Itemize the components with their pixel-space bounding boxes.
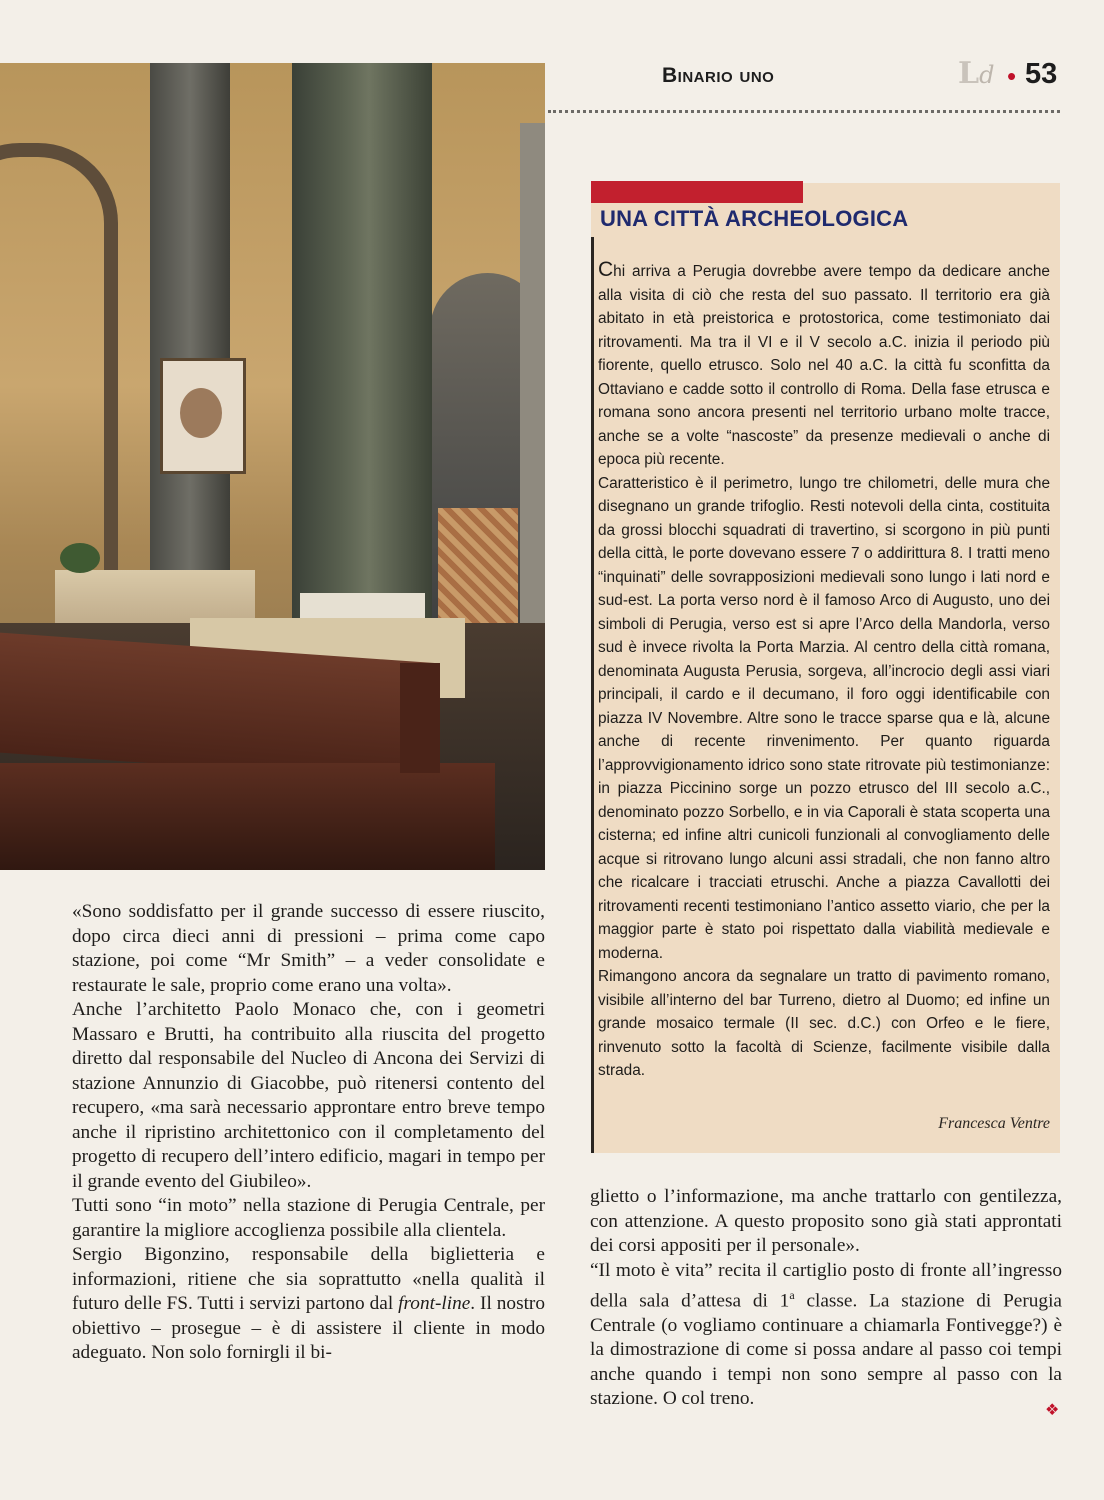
logo-letter: L (958, 56, 980, 91)
body-paragraph: glietto o l’informazione, ma anche trattarlo con gentilezza, con attenzione. A questo proposito sono già stati approntati dei corsi appositi per il personale». (590, 1186, 1062, 1256)
sidebar-paragraph (598, 258, 1050, 472)
left-column (72, 900, 545, 1366)
header-dotted-rule (548, 110, 1060, 113)
italic-term: front-line (398, 1293, 471, 1314)
text-run: classe. La stazione di Perugia Centrale (o vogliamo continuare a chiamarla Fontivegge?) è la dimostrazione di come si possa andare al passo coi tempi anche quando i tempi non sono sempre al passo con la stazione. O col treno. (590, 1290, 1062, 1410)
section-title: Binario uno (662, 64, 775, 87)
text-run: Sergio Bigonzino, responsabile della biglietteria e informazioni, ritiene che sia soprattutto «nella qualità il futuro delle FS. Tutti i servizi partono dal (72, 1244, 545, 1314)
right-column (590, 1185, 1062, 1412)
sidebar-vertical-rule (591, 237, 594, 1153)
body-paragraph (590, 1259, 1062, 1412)
drop-cap: C (598, 258, 614, 281)
page-number: 53 (1025, 58, 1058, 90)
text-run: . Il nostro obiettivo – prosegue – è di assistere il cliente in modo adeguato. Non solo fornirgli il bi- (72, 1293, 545, 1363)
superscript: a (789, 1288, 795, 1302)
station-interior-photo (0, 63, 545, 870)
sidebar-accent-bar (591, 181, 803, 203)
body-paragraph: «Sono soddisfatto per il grande successo di essere riuscito, dopo circa dieci anni di pressioni – prima come capo stazione, poi come “Mr Smith” – a veder consolidate e restaurate le sale, proprio come erano una volta». (72, 901, 545, 996)
magazine-logo (958, 56, 994, 91)
end-mark-icon: ❖ (1045, 1400, 1060, 1419)
sidebar-title: UNA CITTÀ ARCHEOLOGICA (600, 206, 909, 231)
sidebar-paragraph: Rimangono ancora da segnalare un tratto di pavimento romano, visibile all’interno del bar Turreno, dietro al Duomo; ed infine un grande mosaico termale (II sec. d.C.) con Orfeo e le fiere, rinvenuto sotto la facoltà di Scienze, facilmente visibile dalla strada. (598, 968, 1050, 1079)
text-run: “Il moto è vita” recita il cartiglio posto di fronte all’ingresso della sala d’attesa di 1 (590, 1259, 1062, 1312)
sidebar-paragraph: Caratteristico è il perimetro, lungo tre chilometri, delle mura che disegnano un grande trifoglio. Resti notevoli della cinta, costituita da grossi blocchi squadrati di travertino, si scorgono in più punti della città, le porte dovevano essere 7 o addirittura 8. I tratti meno “inquinati” delle sovrapposizioni medievali sono lungo i lati nord e sud-est. La porta verso nord è il famoso Arco di Augusto, uno dei simboli di Perugia, verso est si apre l’Arco della Mandorla, verso sud è invece rivolta la Porta Marzia. Al centro della città romana, denominata Augusta Perusia, sorgeva, all’incrocio degli assi viari principali, il cardo e il decumano, il foro oggi identificabile con piazza IV Novembre. Altre sono le tracce sparse qua e là, alcune anche di recente rinvenimento. Per quanto riguarda l’approvvigionamento idrico sono state ritrovate più testimonianze: in piazza Piccinino sorge un pozzo etrusco del III secolo a.C., denominato pozzo Sorbello, e in via Caporali è stata scoperta una cisterna; ed infine altri cunicoli funzionali al convogliamento delle acque si ritrovano lungo alcuni assi stradali, che non fanno altro che ricalcare i tracciati etruschi. Anche a piazza Cavallotti dei ritrovamenti recenti testimoniano l’antico assetto viario, che per la maggior parte è stato poi rispettato dalla viabilità medievale e moderna. (598, 474, 1050, 962)
body-paragraph: Tutti sono “in moto” nella stazione di Perugia Centrale, per garantire la migliore accoglienza possibile alla clientela. (72, 1195, 545, 1241)
logo-italic: d (979, 61, 995, 89)
body-paragraph: Anche l’architetto Paolo Monaco che, con i geometri Massaro e Brutti, ha contribuito alla riuscita del progetto diretto dal responsabile del Nucleo di Ancona dei Servizi di stazione Annunzio di Giacobbe, può ritenersi contento del recupero, «ma sarà necessario approntare entro breve tempo anche il ripristino architettonico con il completamento del progetto di recupero dell’intero edificio, magari in tempo per il grande evento del Giubileo». (72, 999, 545, 1192)
body-paragraph (72, 1243, 545, 1366)
bullet-icon: • (1007, 61, 1017, 91)
sidebar-paragraph-text: hi arriva a Perugia dovrebbe avere tempo da dedicare anche alla visita di ciò che resta del suo passato. Il territorio era già abitato in età preistorica e protostorica, come testimoniato dai ritrovamenti. Ma tra il VI e il V secolo a.C. inizia il periodo più fiorente, quello etrusco. Solo nel 40 a.C. la città fu sconfitta da Ottaviano e cadde sotto il controllo di Roma. Della fase etrusca e romana sono ancora presenti nel territorio urbano molte tracce, anche se a volte “nascoste” da presenze medievali o anche di epoca più recente. (598, 263, 1050, 468)
author-signature: Francesca Ventre (938, 1115, 1050, 1132)
sidebar-body (598, 258, 1050, 1083)
